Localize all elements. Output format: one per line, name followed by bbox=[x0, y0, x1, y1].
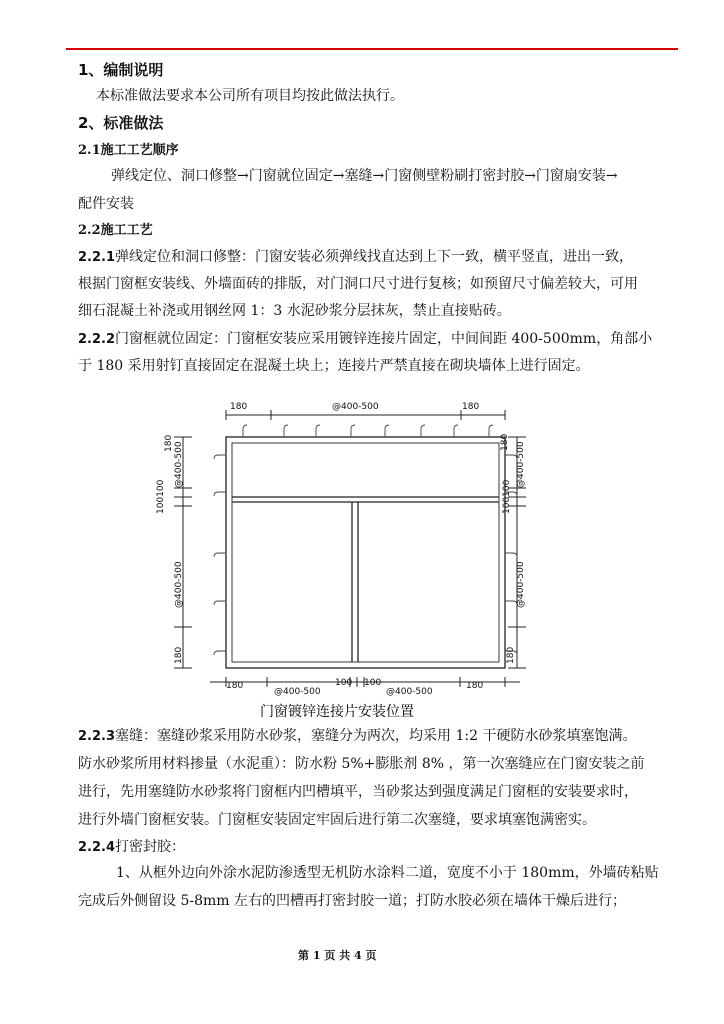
para-2-2-4-line2: 完成后外侧留设 5-8mm 左右的凹槽再打密封胶一道；打防水胶必须在墙体干燥后进行； bbox=[78, 893, 626, 909]
section-2-1-title: 2.1施工工艺顺序 bbox=[78, 143, 179, 158]
dim-top-right: 180 bbox=[462, 402, 480, 412]
section-2-2-title: 2.2施工工艺 bbox=[78, 223, 153, 238]
dim-right-at1: @400-500 bbox=[516, 441, 526, 488]
section-1-text: 本标准做法要求本公司所有项目均按此做法执行。 bbox=[96, 88, 404, 104]
para-2-2-2-num: 2.2.2 bbox=[78, 332, 116, 347]
dim-left-at1: @400-500 bbox=[174, 441, 184, 488]
para-2-2-2-line2: 于 180 采用射钉直接固定在混凝土块上；连接片严禁直接在砌块墙体上进行固定。 bbox=[78, 358, 590, 374]
dim-right-bottom: 180 bbox=[506, 646, 516, 664]
dim-bot-100b: 100 bbox=[364, 678, 382, 688]
header-rule bbox=[66, 48, 678, 50]
para-2-2-3-line2: 防水砂浆所用材料掺量（水泥重）：防水粉 5%+膨胀剂 8% ，第一次塞缝应在门窗安装之前 bbox=[78, 756, 645, 772]
dim-bot-at1: @400-500 bbox=[274, 687, 321, 697]
diagram-caption: 门窗镀锌连接片安装位置 bbox=[260, 704, 414, 720]
para-2-2-4-line1: 1、从框外边向外涂水泥防渗透型无机防水涂料二道，宽度不小于 180mm，外墙砖粘贴 bbox=[116, 865, 659, 881]
dim-left-at2: @400-500 bbox=[174, 561, 184, 608]
dim-right-top: 180 bbox=[500, 433, 510, 451]
para-2-2-3-num: 2.2.3 bbox=[78, 729, 116, 744]
dim-bot-left: 180 bbox=[226, 681, 244, 691]
dim-left-100: 100100 bbox=[156, 479, 166, 514]
dim-left-top: 180 bbox=[164, 434, 174, 452]
para-2-2-1-line2: 根据门窗框安装线、外墙面砖的排版，对门洞口尺寸进行复核；如预留尺寸偏差较大，可用 bbox=[78, 276, 638, 292]
section-2-1-line1: 弹线定位、洞口修整→门窗就位固定→塞缝→门窗侧壁粉刷打密封胶→门窗扇安装→ bbox=[111, 168, 618, 184]
window-anchor-diagram bbox=[150, 395, 550, 720]
para-2-2-4-num: 2.2.4 bbox=[78, 840, 116, 855]
dim-right-100: 100100 bbox=[502, 479, 512, 514]
para-2-2-1-text1: 弹线定位和洞口修整：门窗安装必须弹线找直达到上下一致，横平竖直，进出一致， bbox=[115, 249, 634, 265]
dim-top-mid: @400-500 bbox=[332, 402, 379, 412]
para-2-2-1-line3: 细石混凝土补浇或用钢丝网 1：3 水泥砂浆分层抹灰，禁止直接贴砖。 bbox=[78, 303, 511, 319]
para-2-2-3-line3: 进行，先用塞缝防水砂浆将门窗框内凹槽填平，当砂浆达到强度满足门窗框的安装要求时， bbox=[78, 784, 638, 800]
para-2-2-3-line4: 进行外墙门窗框安装。门窗框安装固定牢固后进行第二次塞缝，要求填塞饱满密实。 bbox=[78, 812, 596, 828]
section-2-title: 2、标准做法 bbox=[78, 114, 164, 132]
para-2-2-3-text1: 塞缝：塞缝砂浆采用防水砂浆，塞缝分为两次，均采用 1:2 干硬防水砂浆填塞饱满。 bbox=[115, 728, 637, 744]
dim-top-left: 180 bbox=[230, 402, 248, 412]
dim-bot-right: 180 bbox=[466, 681, 484, 691]
section-2-1-line2: 配件安装 bbox=[78, 196, 134, 212]
dim-bot-at2: @400-500 bbox=[386, 687, 433, 697]
para-2-2-1-num: 2.2.1 bbox=[78, 250, 116, 265]
para-2-2-2-line1 bbox=[78, 330, 652, 349]
dim-right-at2: @400-500 bbox=[516, 561, 526, 608]
para-2-2-2-text1: 门窗框就位固定：门窗框安装应采用镀锌连接片固定，中间间距 400-500mm，角部小 bbox=[115, 331, 653, 347]
para-2-2-4-title: 打密封胶： bbox=[115, 839, 186, 855]
para-2-2-3-line1 bbox=[78, 727, 636, 746]
section-1-title: 1、编制说明 bbox=[78, 61, 164, 79]
para-2-2-4-heading bbox=[78, 838, 185, 857]
dim-bot-100a: 100 bbox=[335, 678, 353, 688]
page-footer: 第 1 页 共 4 页 bbox=[298, 949, 377, 962]
para-2-2-1-line1 bbox=[78, 248, 633, 267]
dim-left-bottom: 180 bbox=[174, 646, 184, 664]
